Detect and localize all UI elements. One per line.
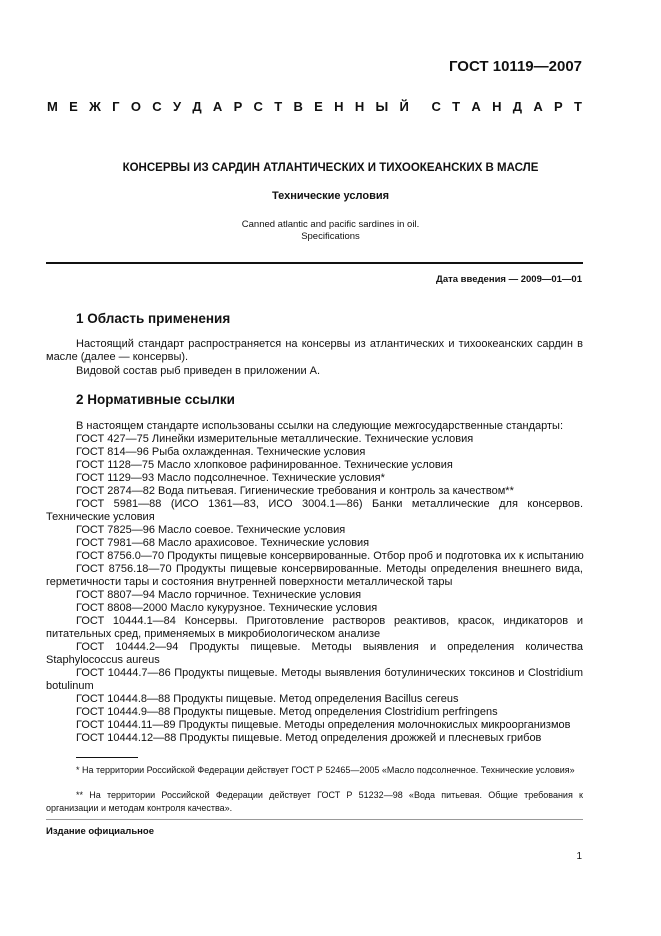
reference-item xyxy=(46,693,583,706)
interstate-letter: Т xyxy=(274,99,283,114)
section-1-para-2: Видовой состав рыб приведен в приложении А. xyxy=(76,365,321,377)
reference-item: ГОСТ 8756.18—70 Продукты пищевые консервированные. Методы определения внешнего вида, герметичности тары и состояния внутренней поверхности металлической тары xyxy=(46,563,583,588)
gost-code: ГОСТ 10119—2007 xyxy=(448,58,582,75)
interstate-letter: У xyxy=(172,99,182,114)
reference-text: ГОСТ 427—75 Линейки измерительные металлические. Технические условия xyxy=(76,433,474,445)
interstate-letter: М xyxy=(47,99,58,114)
reference-item xyxy=(46,550,583,563)
reference-text: ГОСТ 8756.0—70 Продукты пищевые консервированные. Отбор проб и подготовка их к испытанию xyxy=(76,550,584,562)
interstate-letter: Е xyxy=(69,99,78,114)
reference-item xyxy=(46,719,583,732)
interstate-letter: О xyxy=(130,99,141,114)
interstate-letter: В xyxy=(293,99,303,114)
english-title xyxy=(0,219,661,243)
interstate-letter: Т xyxy=(574,99,582,114)
section-1-para-1: Настоящий стандарт распространяется на консервы из атлантических и тихоокеанских сардин в масле (далее — консервы). xyxy=(46,338,583,363)
reference-item: ГОСТ 5981—88 (ИСО 1361—83, ИСО 3004.1—86) Банки металлические для консервов. Технические условия xyxy=(46,498,583,523)
interstate-letter: С xyxy=(431,99,441,114)
section-2-intro: В настоящем стандарте использованы ссылки на следующие межгосударственные стандарты: xyxy=(76,420,564,432)
reference-text: ГОСТ 8807—94 Масло горчичное. Технические условия xyxy=(76,589,362,601)
interstate-letter: Д xyxy=(192,99,202,114)
reference-text: ГОСТ 1129—93 Масло подсолнечное. Технические условия* xyxy=(76,472,385,484)
intro-date: Дата введения — 2009—01—01 xyxy=(436,274,582,285)
edition-label: Издание официальное xyxy=(46,826,154,837)
document-subtitle: Технические условия xyxy=(271,190,390,202)
reference-text: ГОСТ 10444.8—88 Продукты пищевые. Метод определения Bacillus cereus xyxy=(76,693,459,705)
footnote-1: * На территории Российской Федерации действует ГОСТ Р 52465—2005 «Масло подсолнечное. Технические условия» xyxy=(76,765,575,775)
interstate-letter: Н xyxy=(334,99,344,114)
interstate-letter: Р xyxy=(554,99,563,114)
footnote-2: ** На территории Российской Федерации действует ГОСТ Р 51232—98 «Вода питьевая. Общие требования к организации и методам контроля качества». xyxy=(46,790,583,813)
interstate-letter: Ы xyxy=(375,99,389,114)
reference-text: ГОСТ 10444.11—89 Продукты пищевые. Методы определения молочнокислых микроорганизмов xyxy=(76,719,571,731)
reference-text: ГОСТ 10444.12—88 Продукты пищевые. Метод определения дрожжей и плесневых грибов xyxy=(76,732,542,744)
reference-item xyxy=(46,459,583,472)
reference-item xyxy=(46,537,583,550)
reference-item xyxy=(46,602,583,615)
interstate-letter: А xyxy=(533,99,543,114)
interstate-letter: Г xyxy=(112,99,120,114)
interstate-letter: Й xyxy=(399,99,409,114)
reference-text: ГОСТ 814—96 Рыба охлажденная. Технические условия xyxy=(76,446,366,458)
reference-item xyxy=(46,732,583,745)
section-1-heading: 1 Область применения xyxy=(76,311,231,326)
footnote-divider xyxy=(76,757,138,758)
interstate-letter: Н xyxy=(492,99,502,114)
reference-item: ГОСТ 10444.1—84 Консервы. Приготовление растворов реактивов, красок, индикаторов и питательных сред, применяемых в микробиологическом анализе xyxy=(46,615,583,640)
reference-item xyxy=(46,446,583,459)
reference-item xyxy=(46,472,583,485)
interstate-letter: Т xyxy=(452,99,461,114)
interstate-letter: А xyxy=(212,99,223,114)
reference-item xyxy=(46,485,583,498)
reference-item xyxy=(46,433,583,446)
interstate-letter: А xyxy=(471,99,481,114)
page-number: 1 xyxy=(576,851,582,862)
interstate-letter: Е xyxy=(314,99,323,114)
reference-text: ГОСТ 10444.9—88 Продукты пищевые. Метод определения Clostridium perfringens xyxy=(76,706,498,718)
interstate-letter: Ж xyxy=(89,99,101,114)
reference-item xyxy=(46,706,583,719)
english-title-line-1: Canned atlantic and pacific sardines in oil. xyxy=(241,219,420,230)
interstate-letter: Р xyxy=(233,99,243,114)
footer-divider xyxy=(46,819,583,820)
english-title-line-2: Specifications xyxy=(301,231,360,242)
interstate-letter: Д xyxy=(512,99,523,114)
reference-text: ГОСТ 1128—75 Масло хлопковое рафинированное. Технические условия xyxy=(76,459,453,471)
header-divider xyxy=(46,262,583,264)
interstate-letter: С xyxy=(152,99,162,114)
interstate-letter: С xyxy=(253,99,263,114)
reference-text: ГОСТ 7825—96 Масло соевое. Технические условия xyxy=(76,524,346,536)
reference-item xyxy=(46,524,583,537)
reference-item xyxy=(46,589,583,602)
section-2-heading: 2 Нормативные ссылки xyxy=(76,392,235,407)
reference-item: ГОСТ 10444.2—94 Продукты пищевые. Методы выявления и определения количества Staphylococcus aureus xyxy=(46,641,583,666)
reference-text: ГОСТ 8808—2000 Масло кукурузное. Технические условия xyxy=(76,602,378,614)
document-title: КОНСЕРВЫ ИЗ САРДИН АТЛАНТИЧЕСКИХ И ТИХООКЕАНСКИХ В МАСЛЕ xyxy=(122,162,539,174)
interstate-letter: Н xyxy=(354,99,365,114)
reference-text: ГОСТ 7981—68 Масло арахисовое. Технические условия xyxy=(76,537,370,549)
reference-item: ГОСТ 10444.7—86 Продукты пищевые. Методы выявления ботулинических токсинов и Clostridium botulinum xyxy=(46,667,583,692)
interstate-standard-heading xyxy=(47,99,582,114)
reference-text: ГОСТ 2874—82 Вода питьевая. Гигиенические требования и контроль за качеством** xyxy=(76,485,514,497)
